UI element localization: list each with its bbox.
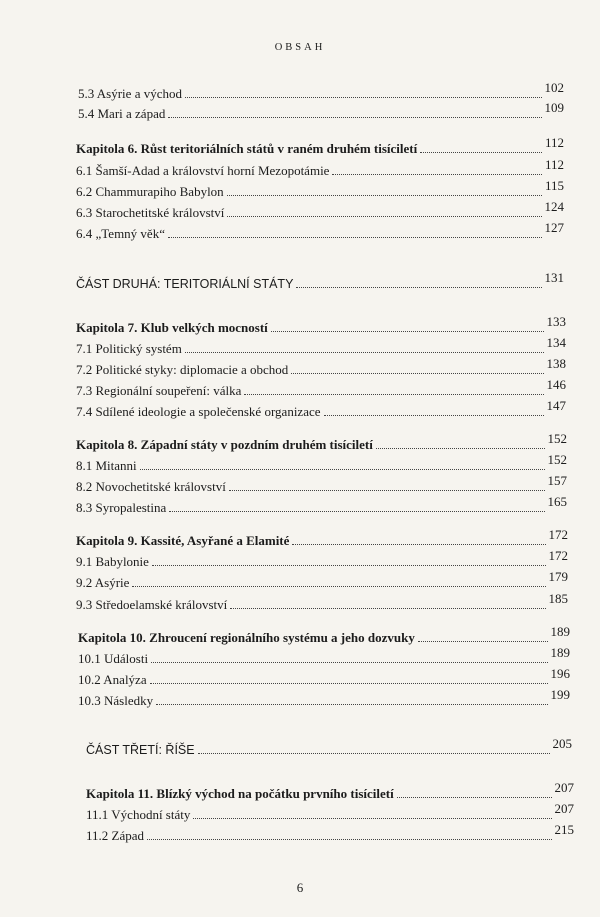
toc-entry-label: 10.3 Následky (78, 693, 154, 708)
dot-leader (244, 393, 543, 395)
toc-entry-label: 6.4 „Temný věk“ (76, 226, 165, 241)
dot-leader (168, 236, 542, 238)
dot-leader (150, 682, 548, 684)
toc-part[interactable] (86, 736, 572, 758)
toc-entry[interactable] (78, 80, 564, 102)
toc-entry-label: 9.1 Babylonie (76, 554, 149, 569)
toc-entry[interactable] (76, 178, 564, 200)
dot-leader (332, 173, 542, 175)
dot-leader (397, 796, 552, 798)
toc-entry-label: 6.2 Chammurapiho Babylon (76, 184, 224, 199)
toc-chapter[interactable] (86, 780, 574, 802)
toc-entry-page: 138 (546, 356, 566, 371)
toc-entry-page: 102 (544, 80, 564, 95)
toc-entry-label: 11.1 Východní státy (86, 807, 191, 822)
toc-entry[interactable] (86, 822, 574, 844)
dot-leader (185, 351, 544, 353)
toc-entry-page: 205 (552, 736, 572, 751)
dot-leader (169, 510, 544, 512)
dot-leader (420, 151, 542, 153)
toc-entry-label: 8.2 Novochetitské království (76, 479, 226, 494)
dot-leader (418, 640, 548, 642)
dot-leader (185, 96, 542, 98)
toc-entry[interactable] (76, 548, 568, 570)
toc-entry-label: 6.1 Šamší-Adad a království horní Mezopotámie (76, 163, 330, 178)
dot-leader (227, 194, 542, 196)
toc-entry-label: 7.4 Sdílené ideologie a společenské organizace (76, 404, 321, 419)
toc-entry-label: 10.1 Události (78, 651, 149, 666)
toc-entry-page: 115 (544, 178, 564, 193)
toc-entry-page: 172 (548, 527, 568, 542)
toc-entry-page: 124 (544, 199, 564, 214)
dot-leader (147, 838, 552, 840)
dot-leader (193, 817, 551, 819)
toc-chapter[interactable] (76, 135, 564, 157)
toc-entry-label: Kapitola 6. Růst teritoriálních států v raném druhém tisíciletí (76, 141, 418, 156)
dot-leader (292, 543, 545, 545)
toc-entry-label: 7.2 Politické styky: diplomacie a obchod (76, 362, 289, 377)
toc-entry-page: 133 (546, 314, 566, 329)
toc-entry-label: 8.3 Syropalestina (76, 500, 167, 515)
toc-entry-page: 215 (554, 822, 574, 837)
toc-part[interactable] (76, 270, 564, 292)
toc-entry[interactable] (76, 335, 566, 357)
toc-entry-page: 134 (546, 335, 566, 350)
toc-entry-page: 199 (550, 687, 570, 702)
toc-entry-label: ČÁST TŘETÍ: ŘÍŠE (86, 743, 195, 757)
dot-leader (132, 585, 545, 587)
toc-entry[interactable] (76, 377, 566, 399)
dot-leader (291, 372, 543, 374)
dot-leader (168, 116, 541, 118)
toc-entry-label: 5.3 Asýrie a východ (78, 86, 182, 101)
toc-entry-page: 157 (547, 473, 567, 488)
toc-entry-page: 147 (546, 398, 566, 413)
toc-entry-page: 131 (544, 270, 564, 285)
toc-entry[interactable] (76, 591, 568, 613)
dot-leader (230, 607, 545, 609)
toc-chapter[interactable] (76, 527, 568, 549)
toc-entry[interactable] (76, 220, 564, 242)
dot-leader (229, 489, 545, 491)
toc-entry-label: 9.2 Asýrie (76, 575, 130, 590)
toc-entry-page: 152 (547, 431, 567, 446)
dot-leader (296, 286, 541, 288)
toc-entry[interactable] (78, 666, 570, 688)
toc-entry-page: 207 (554, 801, 574, 816)
toc-chapter[interactable] (78, 624, 570, 646)
dot-leader (151, 661, 547, 663)
toc-entry[interactable] (76, 157, 564, 179)
toc-entry[interactable] (76, 473, 567, 495)
toc-entry-page: 146 (546, 377, 566, 392)
toc-entry-label: 7.1 Politický systém (76, 341, 182, 356)
toc-entry[interactable] (76, 569, 568, 591)
toc-entry-label: 9.3 Středoelamské království (76, 597, 228, 612)
dot-leader (324, 414, 544, 416)
dot-leader (152, 564, 546, 566)
toc-entry-label: 7.3 Regionální soupeření: válka (76, 383, 242, 398)
toc-entry-label: ČÁST DRUHÁ: TERITORIÁLNÍ STÁTY (76, 277, 294, 291)
toc-entry[interactable] (78, 645, 570, 667)
toc-entry-page: 112 (544, 157, 564, 172)
page-header: OBSAH (274, 42, 326, 53)
toc-entry-label: Kapitola 7. Klub velkých mocností (76, 320, 268, 335)
toc-chapter[interactable] (76, 314, 566, 336)
dot-leader (376, 447, 545, 449)
toc-entry-label: Kapitola 11. Blízký východ na počátku prvního tisíciletí (86, 786, 394, 801)
dot-leader (227, 215, 541, 217)
dot-leader (156, 703, 547, 705)
toc-entry-page: 112 (544, 135, 564, 150)
toc-entry[interactable] (78, 687, 570, 709)
toc-entry[interactable] (86, 801, 574, 823)
toc-entry-page: 207 (554, 780, 574, 795)
toc-entry-label: 5.4 Mari a západ (78, 106, 166, 121)
toc-entry-label: 10.2 Analýza (78, 672, 147, 687)
toc-entry-label: Kapitola 8. Západní státy v pozdním druhém tisíciletí (76, 437, 373, 452)
toc-entry-page: 152 (547, 452, 567, 467)
toc-entry-page: 172 (548, 548, 568, 563)
toc-entry-page: 179 (548, 569, 568, 584)
toc-entry[interactable] (76, 356, 566, 378)
toc-entry-label: 6.3 Starochetitské království (76, 205, 225, 220)
page-number: 6 (296, 880, 304, 895)
toc-entry-label: 8.1 Mitanni (76, 458, 137, 473)
dot-leader (198, 752, 550, 754)
toc-entry[interactable] (76, 452, 567, 474)
toc-entry-label: 11.2 Západ (86, 828, 144, 843)
toc-entry[interactable] (76, 494, 567, 516)
toc-entry-page: 165 (547, 494, 567, 509)
toc-entry-page: 109 (544, 100, 564, 115)
toc-chapter[interactable] (76, 431, 567, 453)
toc-entry-page: 185 (548, 591, 568, 606)
dot-leader (271, 330, 544, 332)
toc-entry-page: 189 (550, 624, 570, 639)
toc-entry-label: Kapitola 9. Kassité, Asyřané a Elamité (76, 533, 290, 548)
toc-entry[interactable] (78, 100, 564, 122)
toc-entry-page: 189 (550, 645, 570, 660)
toc-entry[interactable] (76, 398, 566, 420)
toc-entry-label: Kapitola 10. Zhroucení regionálního systému a jeho dozvuky (78, 630, 415, 645)
dot-leader (140, 468, 545, 470)
toc-entry[interactable] (76, 199, 564, 221)
toc-entry-page: 127 (544, 220, 564, 235)
toc-entry-page: 196 (550, 666, 570, 681)
